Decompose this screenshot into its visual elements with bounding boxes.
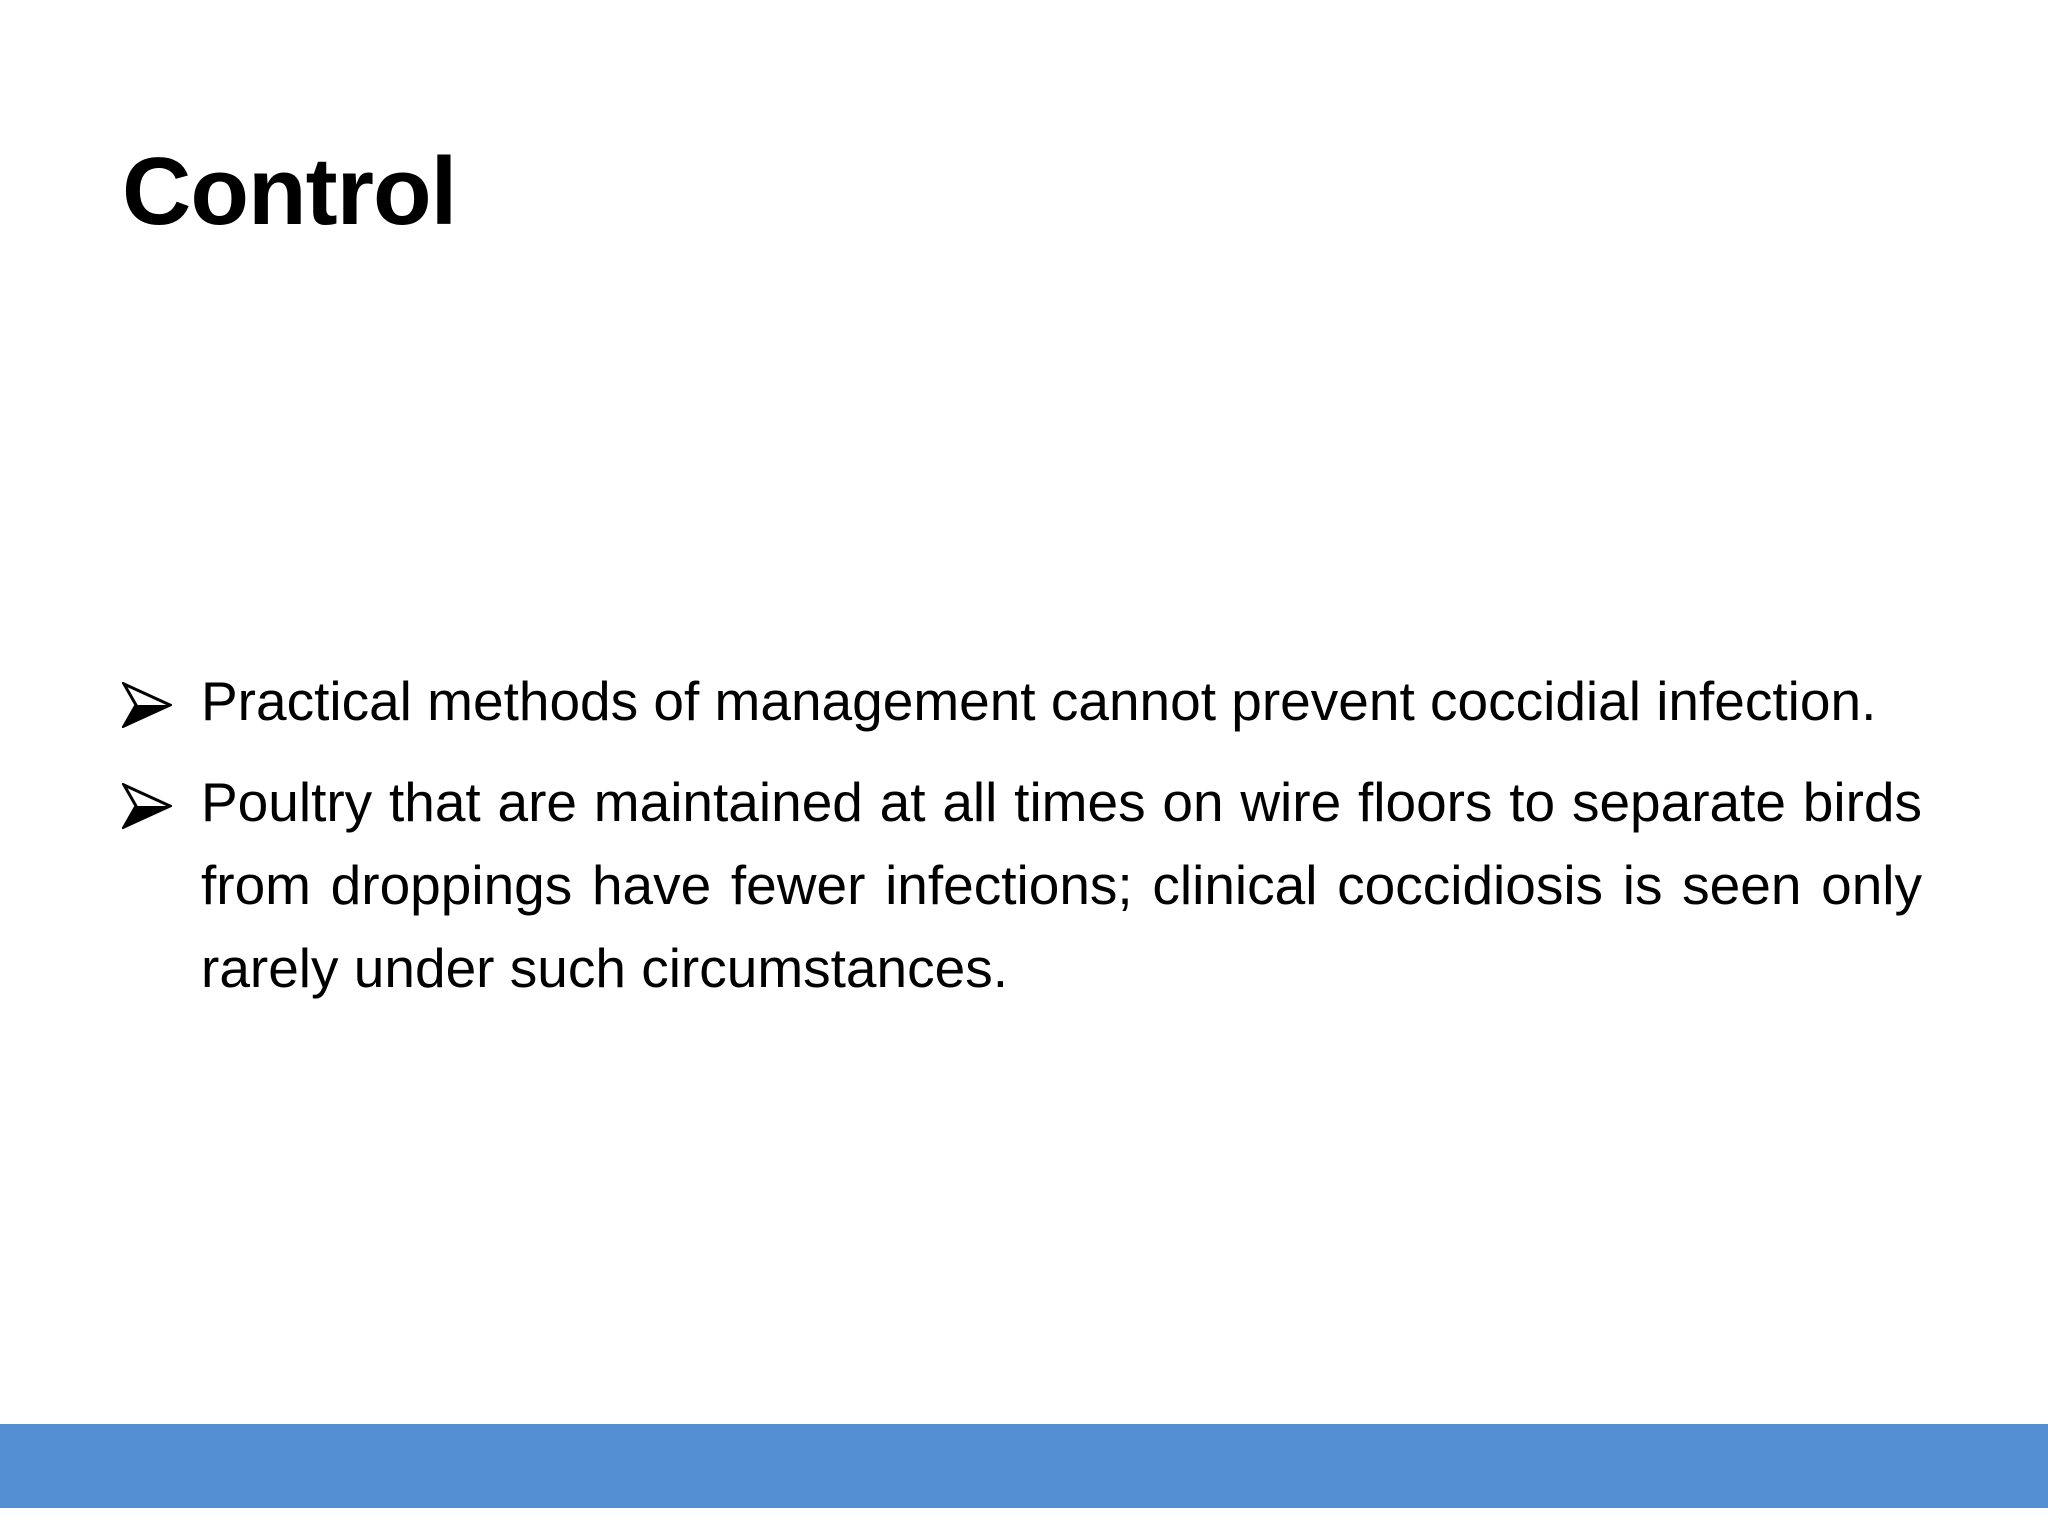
- bullet-text: Practical methods of management cannot prevent coccidial infection.: [201, 670, 1877, 732]
- bullet-item: [122, 761, 1922, 1010]
- bullet-item: [122, 660, 1922, 743]
- arrowhead-bullet-icon: [122, 783, 172, 829]
- bullet-text: Poultry that are maintained at all times on wire floors to separate birds from droppings have fewer infections; clinical coccidiosis is seen only rarely under such circumstances.: [201, 771, 1922, 999]
- arrowhead-bullet-icon: [122, 682, 172, 728]
- slide-title: Control: [122, 138, 457, 245]
- footer-accent-bar: [0, 1424, 2048, 1508]
- bullet-list: [122, 660, 1922, 1028]
